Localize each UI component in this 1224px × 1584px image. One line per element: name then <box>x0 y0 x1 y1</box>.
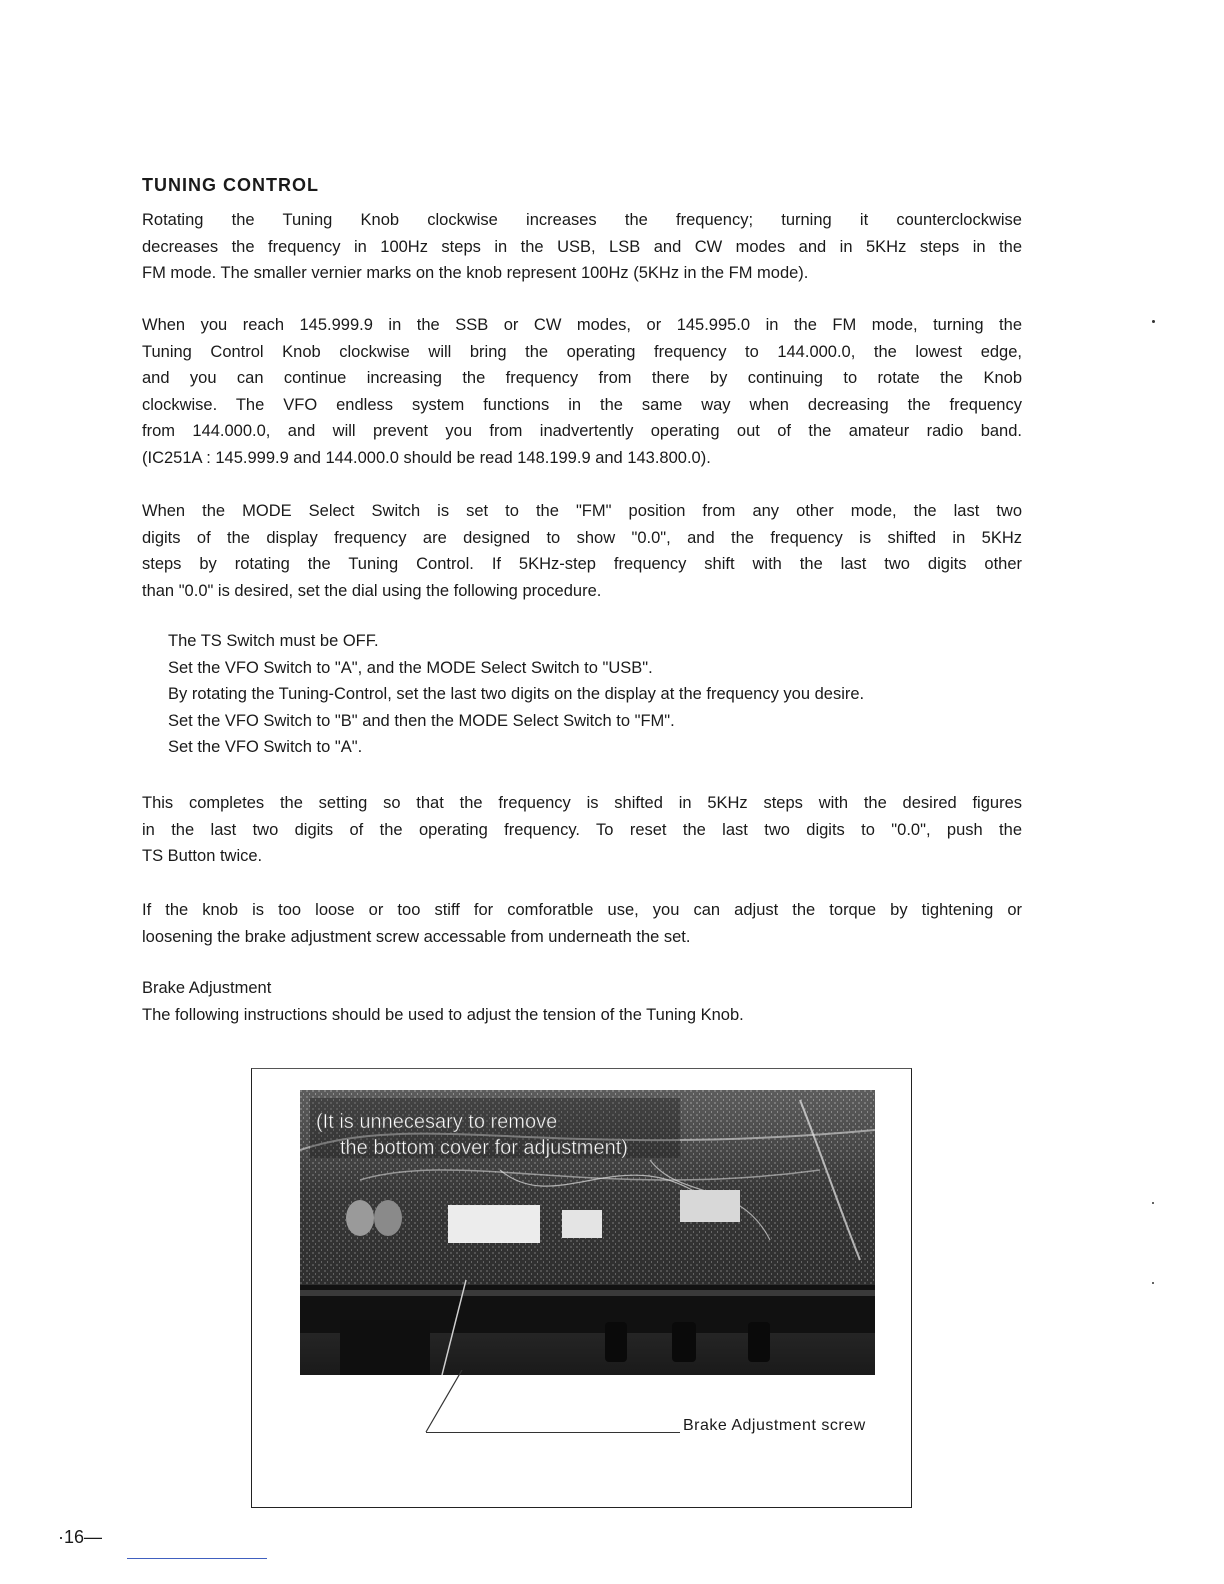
figure-caption: Brake Adjustment screw <box>683 1417 866 1434</box>
text-line: FM mode. The smaller vernier marks on the knob represent 100Hz (5KHz in the FM mode). <box>142 264 809 282</box>
text-line: clockwise. The VFO endless system functions in the same way when decreasing the frequency <box>142 395 1022 414</box>
text-line: and you can continue increasing the frequency from there by continuing to rotate the Knob <box>142 369 1022 387</box>
procedure-step: Set the VFO Switch to "B" and then the MODE Select Switch to "FM". <box>168 711 675 730</box>
text-line: decreases the frequency in 100Hz steps in the USB, LSB and CW modes and in 5KHz steps in the <box>142 237 1022 256</box>
text-line: from 144.000.0, and will prevent you from inadvertently operating out of the amateur radio band. <box>142 422 1022 440</box>
brake-instructions: The following instructions should be used to adjust the tension of the Tuning Knob. <box>142 1005 744 1024</box>
text-line: digits of the display frequency are designed to show "0.0", and the frequency is shifted in 5KHz <box>142 528 1022 547</box>
figure-note-line1: (It is unnecesary to remove <box>316 1111 558 1133</box>
page-number: ·16— <box>58 1527 103 1547</box>
scan-speck <box>1152 1282 1154 1284</box>
footer-rule <box>127 1558 267 1559</box>
text-line: If the knob is too loose or too stiff for comforatble use, you can adjust the torque by tightening or <box>142 901 1022 919</box>
procedure-step: Set the VFO Switch to "A". <box>168 738 363 756</box>
text-line: When the MODE Select Switch is set to the "FM" position from any other mode, the last two <box>142 502 1022 520</box>
text-line: than "0.0" is desired, set the dial using the following procedure. <box>142 581 602 600</box>
radio-underside-photo <box>300 1090 875 1375</box>
scan-speck <box>1152 1202 1154 1204</box>
procedure-step: By rotating the Tuning-Control, set the last two digits on the display at the frequency you desire. <box>168 685 865 703</box>
text-line: TS Button twice. <box>142 847 263 865</box>
caption-leader-line <box>426 1432 680 1433</box>
text-line: in the last two digits of the operating frequency. To reset the last two digits to "0.0", push the <box>142 820 1022 839</box>
procedure-steps <box>168 628 864 761</box>
paragraph-tuning-intro <box>142 207 1022 287</box>
text-line: When you reach 145.999.9 in the SSB or CW modes, or 145.995.0 in the FM mode, turning the <box>142 316 1022 334</box>
text-line: Rotating the Tuning Knob clockwise increases the frequency; turning it counterclockwise <box>142 211 1022 229</box>
text-line: (IC251A : 145.999.9 and 144.000.0 should be read 148.199.9 and 143.800.0). <box>142 448 711 467</box>
paragraph-completion <box>142 790 1022 870</box>
pointer-line <box>420 1370 470 1436</box>
paragraph-knob-torque <box>142 897 1022 950</box>
paragraph-vfo-endless <box>142 312 1022 471</box>
section-heading: TUNING CONTROL <box>142 175 319 195</box>
text-line: loosening the brake adjustment screw accessable from underneath the set. <box>142 927 691 946</box>
text-line: This completes the setting so that the frequency is shifted in 5KHz steps with the desired figures <box>142 794 1022 812</box>
brake-section <box>142 975 1022 1028</box>
procedure-step: Set the VFO Switch to "A", and the MODE Select Switch to "USB". <box>168 658 653 677</box>
scan-speck <box>1152 320 1155 323</box>
figure-note-line2: the bottom cover for adjustment) <box>340 1137 628 1159</box>
text-line: steps by rotating the Tuning Control. If 5KHz-step frequency shift with the last two digits other <box>142 555 1022 573</box>
text-line: Tuning Control Knob clockwise will bring the operating frequency to 144.000.0, the lowest edge, <box>142 342 1022 361</box>
procedure-step: The TS Switch must be OFF. <box>168 632 379 650</box>
paragraph-fm-mode <box>142 498 1022 604</box>
brake-subheading: Brake Adjustment <box>142 979 272 997</box>
